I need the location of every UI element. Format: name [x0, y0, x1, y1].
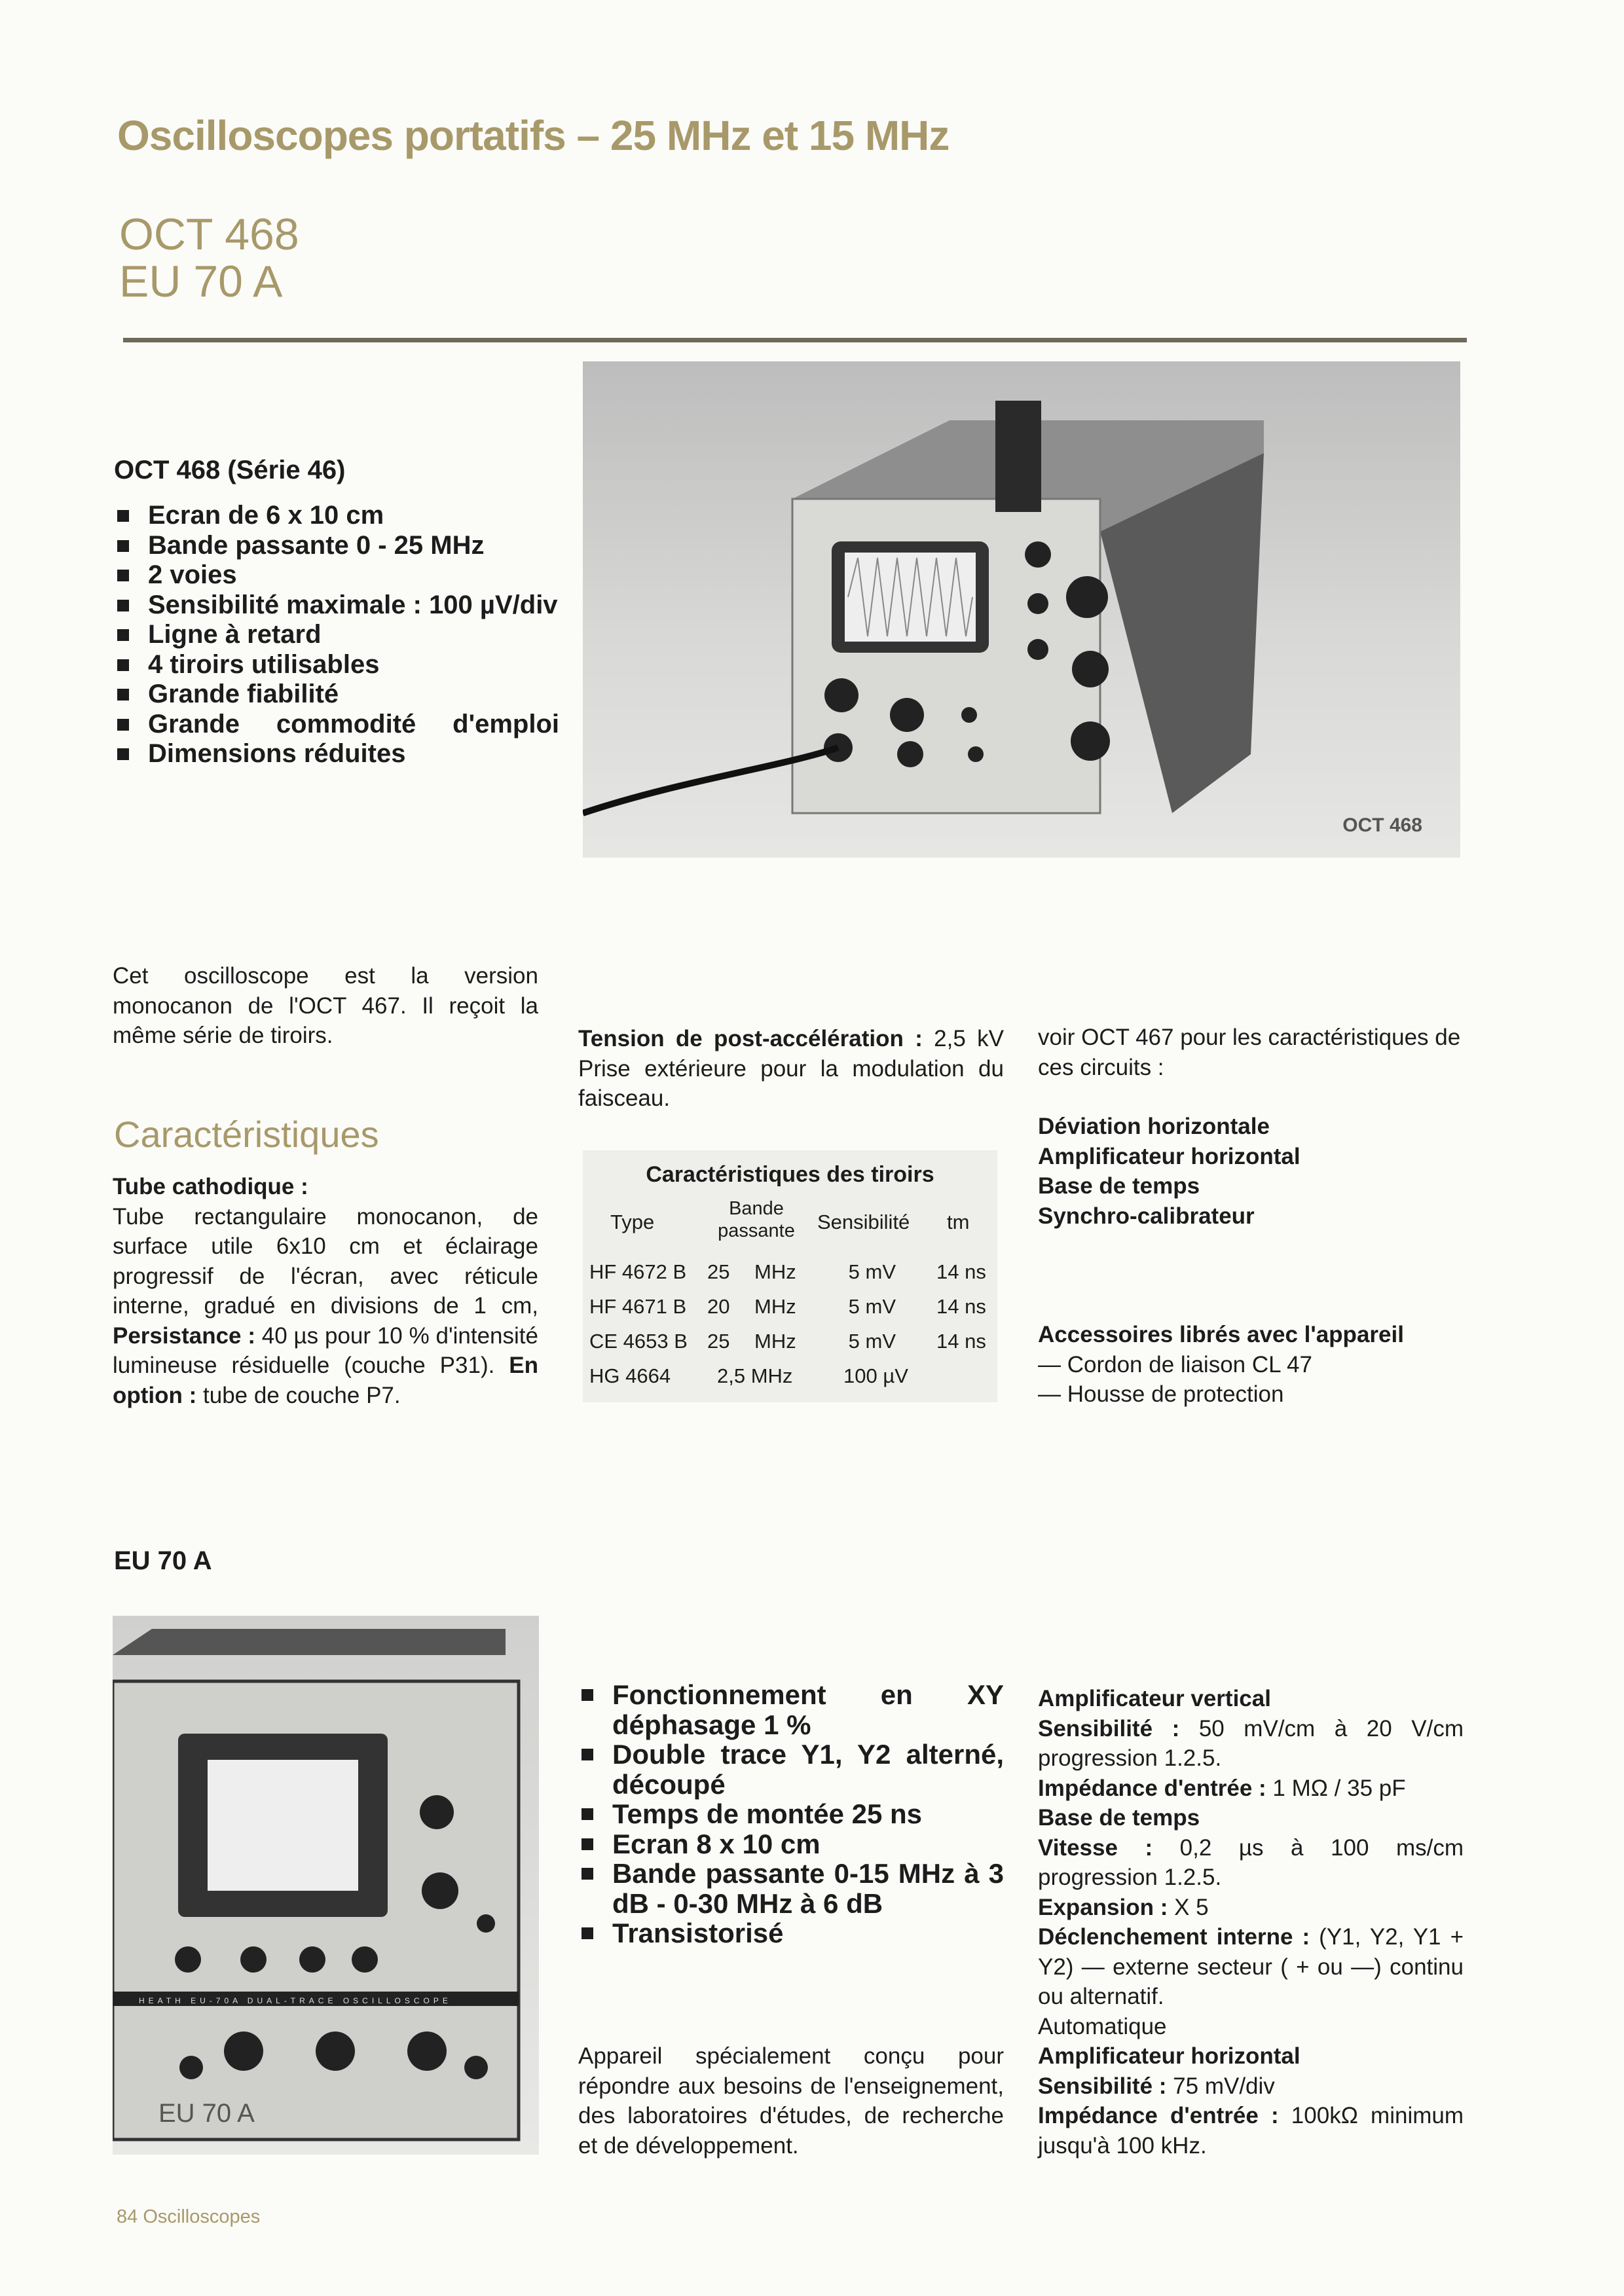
feature-item: 2 voies [114, 560, 559, 591]
table-cell: HG 4664 [589, 1364, 671, 1387]
feature-item: Grande fiabilité [114, 680, 559, 710]
eu70a-photo [113, 1616, 539, 2155]
tension-label: Tension de post-accélération : [578, 1026, 923, 1051]
model-title-oct468: OCT 468 [119, 210, 299, 259]
feature-item: Bande passante 0 - 25 MHz [114, 531, 559, 561]
accessoires-heading: Accessoires librés avec l'appareil [1038, 1322, 1404, 1347]
tube-paragraph [113, 1172, 538, 1410]
table-cell: 25 [707, 1330, 730, 1353]
option-text: tube de couche P7. [196, 1382, 401, 1408]
table-cell: 20 [707, 1295, 730, 1318]
spec-label: Impédance d'entrée : [1038, 2103, 1279, 2128]
section-heading-caracteristiques: Caractéristiques [114, 1114, 379, 1155]
voir-text: voir OCT 467 pour les caractéristiques de ces circuits : [1038, 1025, 1461, 1080]
accessoire-item: — Cordon de liaison CL 47 [1038, 1351, 1312, 1377]
table-cell: MHz [754, 1330, 796, 1353]
table-cell: MHz [754, 1295, 796, 1318]
spec-label: Sensibilité : [1038, 2073, 1167, 2099]
spec-label: Impédance d'entrée : [1038, 1775, 1266, 1801]
feature-item: 4 tiroirs utilisables [114, 650, 559, 680]
oct468-heading: OCT 468 (Série 46) [114, 456, 346, 484]
feature-item: Fonctionnement en XY déphasage 1 % [578, 1680, 1004, 1740]
feature-item: Grande commodité d'emploi [114, 710, 559, 740]
table-cell: 100 µV [843, 1364, 908, 1387]
appareil-paragraph: Appareil spécialement conçu pour répondre aux besoins de l'enseignement, des laboratoires d'études, de recherche et de développement. [578, 2043, 1004, 2159]
photo-label: EU 70 A [158, 2099, 255, 2128]
table-cell: 5 mV [848, 1295, 896, 1318]
feature-item: Temps de montée 25 ns [578, 1799, 1004, 1829]
eu70a-features [578, 1680, 1004, 1948]
tube-label: Tube cathodique : [113, 1174, 308, 1199]
oct468-photo [583, 361, 1460, 858]
table-cell: 2,5 MHz [717, 1364, 793, 1387]
feature-item: Sensibilité maximale : 100 µV/div [114, 591, 559, 621]
circuit-item: Amplificateur horizontal [1038, 1143, 1301, 1169]
feature-item: Bande passante 0-15 MHz à 3 dB - 0-30 MHz à 6 dB [578, 1859, 1004, 1918]
eu70a-heading: EU 70 A [114, 1546, 212, 1575]
spec-value: 0,2 µs à 100 ms/cm progression 1.2.5. [1038, 1834, 1464, 1890]
persistance-label: Persistance : [113, 1322, 255, 1349]
table-cell: CE 4653 B [589, 1330, 688, 1353]
spec-value: 100kΩ minimum jusqu'à 100 kHz. [1038, 2103, 1464, 2159]
tension-text: 2,5 kV Prise extérieure pour la modulation du faisceau. [578, 1026, 1005, 1111]
page-footer: 84 Oscilloscopes [117, 2206, 261, 2227]
table-cell: 14 ns [936, 1330, 986, 1353]
spec-label: Expansion : [1038, 1894, 1168, 1920]
table-cell: 5 mV [848, 1330, 896, 1353]
table-cell: 5 mV [848, 1260, 896, 1283]
spec-value: 50 mV/cm à 20 V/cm progression 1.2.5. [1038, 1715, 1464, 1771]
model-titles [119, 211, 299, 305]
table-cell: HF 4672 B [589, 1260, 687, 1283]
table-cell: 14 ns [936, 1260, 986, 1283]
feature-item: Ligne à retard [114, 620, 559, 650]
persistance-text: 40 µs pour 10 % d'intensité lumineuse résiduelle (couche P31). [113, 1322, 538, 1378]
table-cell: HF 4671 B [589, 1295, 687, 1318]
photo-caption: OCT 468 [1342, 814, 1422, 836]
oct468-features [114, 501, 559, 769]
accessoire-item: — Housse de protection [1038, 1381, 1284, 1407]
circuit-item: Déviation horizontale [1038, 1114, 1270, 1139]
spec-label: Sensibilité : [1038, 1715, 1180, 1741]
table-cell: 25 [707, 1260, 730, 1283]
spec-value: Automatique [1038, 2013, 1167, 2039]
oscilloscope-illustration [583, 361, 1460, 858]
page-title: Oscilloscopes portatifs – 25 MHz et 15 MHz [117, 112, 950, 159]
tiroirs-table [583, 1150, 997, 1402]
tension-paragraph [578, 1024, 1004, 1114]
model-title-eu70a: EU 70 A [119, 257, 283, 306]
feature-item: Ecran de 6 x 10 cm [114, 501, 559, 531]
feature-item: Dimensions réduites [114, 739, 559, 769]
table-header: Type [610, 1211, 655, 1233]
divider [123, 338, 1467, 342]
feature-item: Double trace Y1, Y2 alterné, découpé [578, 1740, 1004, 1799]
spec-value: X 5 [1168, 1894, 1209, 1920]
circuit-item: Base de temps [1038, 1173, 1200, 1199]
spec-label: Vitesse : [1038, 1834, 1153, 1861]
table-header: tm [947, 1211, 970, 1233]
tube-text: Tube rectangulaire monocanon, de surface utile 6x10 cm et éclairage progressif de l'écran, avec réticule interne, gradué en divisions de 1 cm, [113, 1203, 538, 1319]
spec-value: 75 mV/div [1166, 2073, 1275, 2099]
option-label: En option : [113, 1353, 538, 1408]
intro-paragraph: Cet oscilloscope est la version monocanon de l'OCT 467. Il reçoit la même série de tiroirs. [113, 963, 538, 1048]
circuit-item: Synchro-calibrateur [1038, 1203, 1255, 1229]
table-cell: 14 ns [936, 1295, 986, 1318]
spec-heading: Amplificateur horizontal [1038, 2043, 1301, 2069]
spec-value: (Y1, Y2, Y1 + Y2) — externe secteur ( + ou —) continu ou alternatif. [1038, 1924, 1464, 2009]
table-header: Bande passante [718, 1198, 795, 1241]
right-column-oct468 [1038, 1023, 1464, 1410]
table-title: Caractéristiques des tiroirs [646, 1162, 934, 1187]
feature-item: Ecran 8 x 10 cm [578, 1829, 1004, 1859]
table-header: Sensibilité [817, 1211, 910, 1233]
spec-value: 1 MΩ / 35 pF [1266, 1775, 1406, 1801]
photo-brand: HEATH EU-70A DUAL-TRACE OSCILLOSCOPE [139, 1996, 452, 2005]
table-cell: MHz [754, 1260, 796, 1283]
eu70a-specs [1038, 1684, 1464, 2160]
spec-heading: Base de temps [1038, 1805, 1200, 1831]
spec-heading: Amplificateur vertical [1038, 1686, 1271, 1711]
oscilloscope-illustration [113, 1616, 539, 2155]
spec-label: Déclenchement interne : [1038, 1924, 1310, 1950]
feature-item: Transistorisé [578, 1918, 1004, 1948]
